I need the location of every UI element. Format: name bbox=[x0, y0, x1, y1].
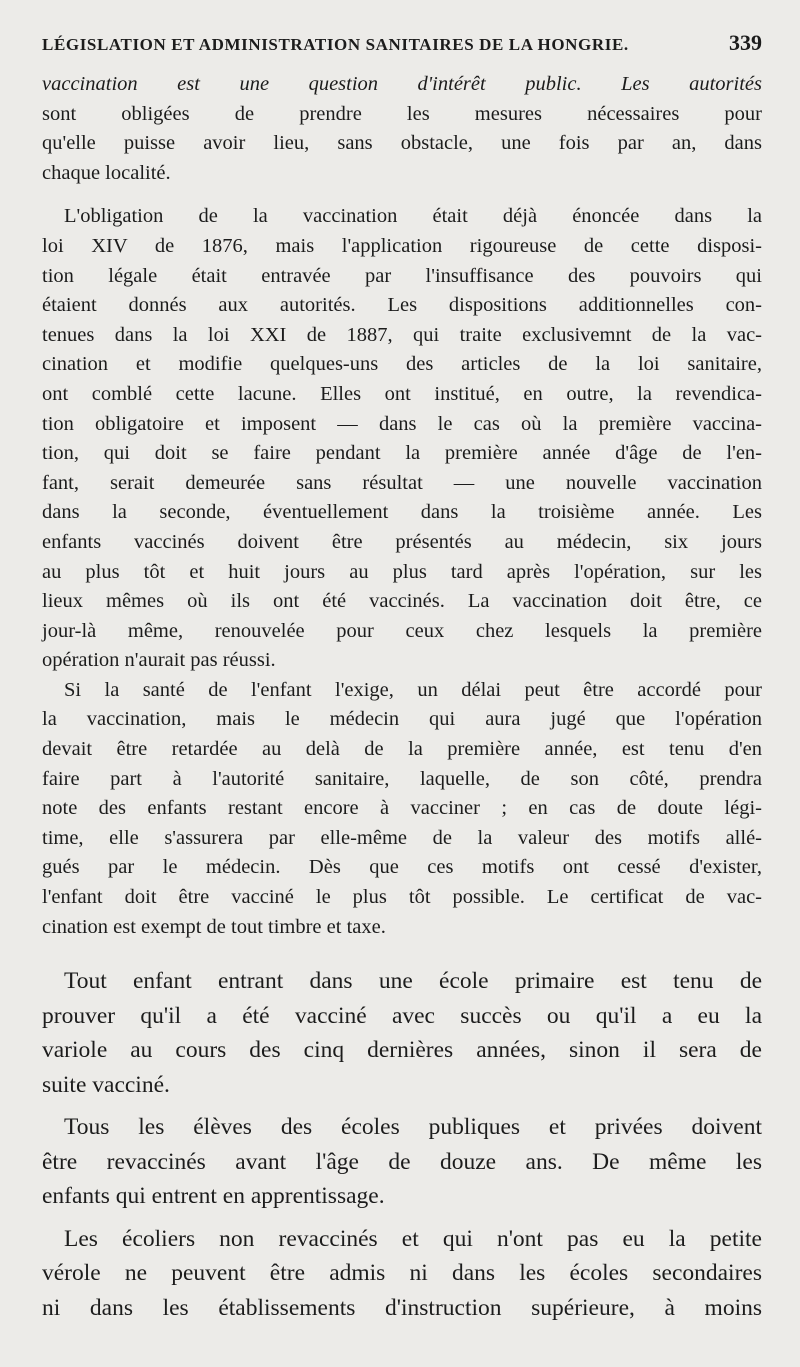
text-line: tion obligatoire et imposent — dans le cas où la première vaccina- bbox=[42, 412, 762, 435]
text-line: être revaccinés avant l'âge de douze ans. De même les bbox=[42, 1148, 762, 1175]
text-line: ont comblé cette lacune. Elles ont institué, en outre, la revendica- bbox=[42, 382, 762, 405]
text-line: vaccination est une question d'intérêt public. Les autorités bbox=[42, 73, 762, 95]
text-line: gués par le médecin. Dès que ces motifs ont cessé d'exister, bbox=[42, 856, 762, 879]
text-line: note des enfants restant encore à vacciner ; en cas de doute légi- bbox=[42, 797, 762, 820]
text-line: opération n'aurait pas réussi. bbox=[42, 649, 276, 672]
paragraph-4 bbox=[42, 964, 762, 1102]
page-header bbox=[42, 30, 762, 70]
paragraph-1 bbox=[42, 70, 762, 188]
paragraph-5 bbox=[42, 1110, 762, 1214]
text-line: l'enfant doit être vacciné le plus tôt possible. Le certificat de vac- bbox=[42, 886, 762, 909]
text-line: tenues dans la loi XXI de 1887, qui traite exclusivemnt de la vac- bbox=[42, 323, 762, 346]
text-line: L'obligation de la vaccination était déjà énoncée dans la bbox=[64, 205, 762, 228]
text-line: prouver qu'il a été vacciné avec succès ou qu'il a eu la bbox=[42, 1002, 762, 1029]
text-line: jour-là même, renouvelée pour ceux chez lesquels la première bbox=[42, 619, 762, 642]
text-line: suite vacciné. bbox=[42, 1071, 170, 1098]
text-line: Tout enfant entrant dans une école primaire est tenu de bbox=[64, 968, 762, 995]
paragraph-2 bbox=[42, 202, 762, 676]
text-line: Tous les élèves des écoles publiques et privées doivent bbox=[64, 1114, 762, 1141]
text-line: enfants vaccinés doivent être présentés au médecin, six jours bbox=[42, 530, 762, 553]
text-line: au plus tôt et huit jours au plus tard après l'opération, sur les bbox=[42, 560, 762, 583]
text-line: faire part à l'autorité sanitaire, laquelle, de son côté, prendra bbox=[42, 767, 762, 790]
paragraph-3 bbox=[42, 676, 762, 942]
text-line: Les écoliers non revaccinés et qui n'ont pas eu la petite bbox=[64, 1225, 762, 1252]
text-line: la vaccination, mais le médecin qui aura jugé que l'opération bbox=[42, 708, 762, 731]
text-line: qu'elle puisse avoir lieu, sans obstacle, une fois par an, dans bbox=[42, 132, 762, 155]
text-line: vérole ne peuvent être admis ni dans les écoles secondaires bbox=[42, 1260, 762, 1287]
text-line: enfants qui entrent en apprentissage. bbox=[42, 1183, 385, 1210]
text-line: tion légale était entravée par l'insuffisance des pouvoirs qui bbox=[42, 264, 762, 287]
text-line: devait être retardée au delà de la première année, est tenu d'en bbox=[42, 738, 762, 761]
page-number: 339 bbox=[729, 30, 762, 55]
text-line: fant, serait demeurée sans résultat — une nouvelle vaccination bbox=[42, 471, 762, 494]
text-line: variole au cours des cinq dernières années, sinon il sera de bbox=[42, 1037, 762, 1064]
text-line: dans la seconde, éventuellement dans la troisième année. Les bbox=[42, 501, 762, 524]
text-line: sont obligées de prendre les mesures nécessaires pour bbox=[42, 102, 762, 125]
text-line: time, elle s'assurera par elle-même de la valeur des motifs allé- bbox=[42, 826, 762, 849]
text-line: cination et modifie quelques-uns des articles de la loi sanitaire, bbox=[42, 353, 762, 376]
running-head: LÉGISLATION ET ADMINISTRATION SANITAIRES DE LA HONGRIE. bbox=[42, 35, 629, 54]
paragraph-6 bbox=[42, 1222, 762, 1326]
text-line: Si la santé de l'enfant l'exige, un délai peut être accordé pour bbox=[64, 678, 762, 701]
text-line: tion, qui doit se faire pendant la première année d'âge de l'en- bbox=[42, 442, 762, 465]
text-line: cination est exempt de tout timbre et taxe. bbox=[42, 915, 386, 938]
text-line: ni dans les établissements d'instruction supérieure, à moins bbox=[42, 1294, 762, 1321]
text-line: loi XIV de 1876, mais l'application rigoureuse de cette disposi- bbox=[42, 234, 762, 257]
text-line: étaient donnés aux autorités. Les dispositions additionnelles con- bbox=[42, 294, 762, 317]
text-line: chaque localité. bbox=[42, 161, 171, 184]
text-line: lieux mêmes où ils ont été vaccinés. La vaccination doit être, ce bbox=[42, 590, 762, 613]
